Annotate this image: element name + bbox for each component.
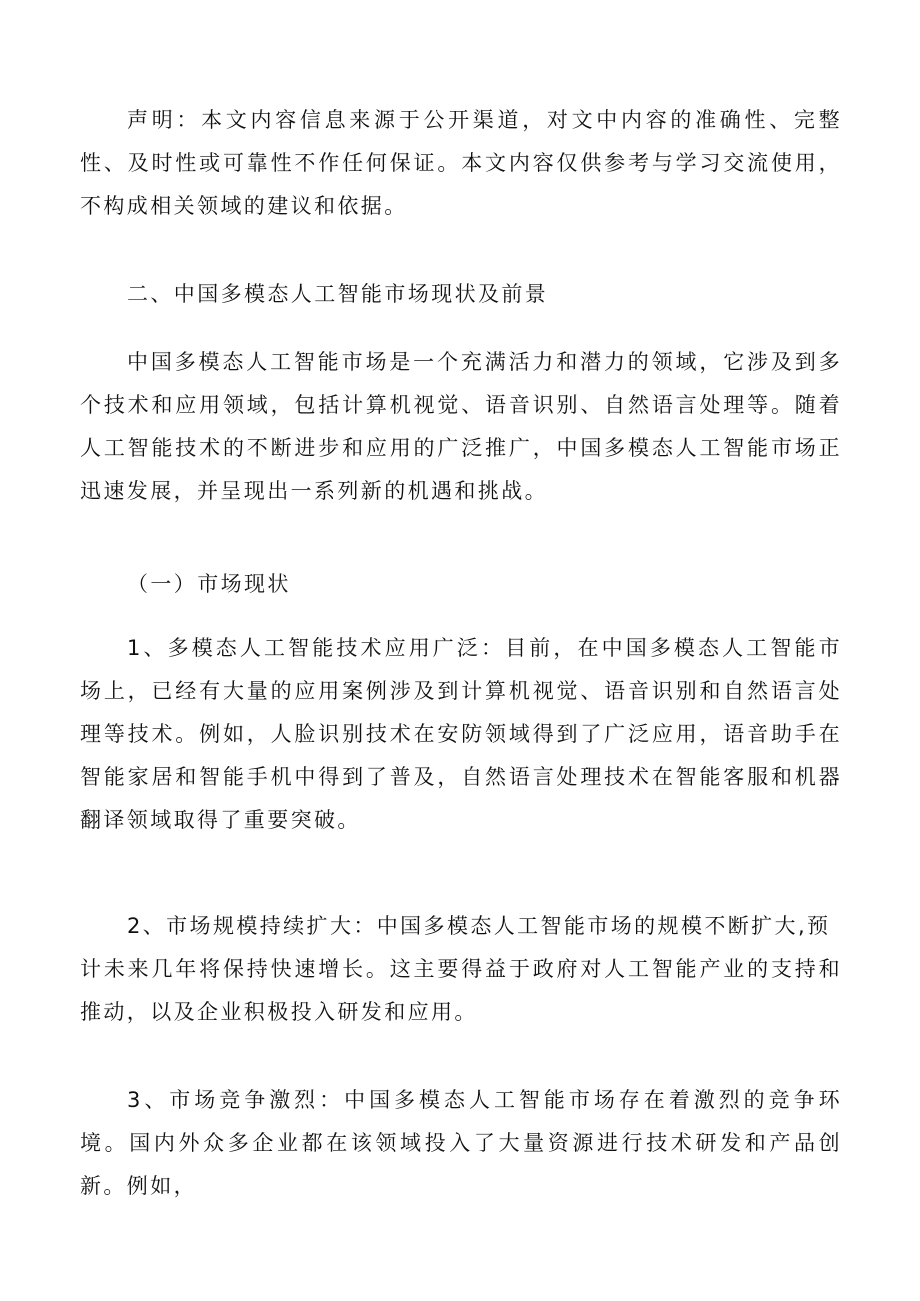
intro-paragraph: 中国多模态人工智能市场是一个充满活力和潜力的领域，它涉及到多个技术和应用领域，包括计算机视觉、语音识别、自然语言处理等。随着人工智能技术的不断进步和应用的广泛推广，中国多模态人工智能市场正迅速发展，并呈现出一系列新的机遇和挑战。 [80, 350, 842, 503]
disclaimer-paragraph: 声明：本文内容信息来源于公开渠道，对文中内容的准确性、完整性、及时性或可靠性不作任何保证。本文内容仅供参考与学习交流使用，不构成相关领域的建议和依据。 [80, 108, 842, 218]
list-item-2-continuation: 计未来几年将保持快速增长。这主要得益于政府对人工智能产业的支持和推动，以及企业积极投入研发和应用。 [80, 957, 842, 1024]
list-item-1: 1、多模态人工智能技术应用广泛：目前，在中国多模态人工智能市场上，已经有大量的应用案例涉及到计算机视觉、语音识别和自然语言处理等技术。例如，人脸识别技术在安防领域得到了广泛应用，语音助手在智能家居和智能手机中得到了普及，自然语言处理技术在智能客服和机器翻译领域取得了重要突破。 [80, 636, 842, 832]
list-item-3: 3、市场竞争激烈：中国多模态人工智能市场存在着激烈的竞争环境。国内外众多企业都在该领域投入了大量资源进行技术研发和产品创新。例如， [80, 1088, 842, 1198]
section-title: 二、中国多模态人工智能市场现状及前景 [127, 282, 549, 306]
subsection-title: （一）市场现状 [127, 572, 291, 596]
list-item-2-first-line: 2、市场规模持续扩大：中国多模态人工智能市场的规模不断扩大,预 [127, 914, 831, 938]
